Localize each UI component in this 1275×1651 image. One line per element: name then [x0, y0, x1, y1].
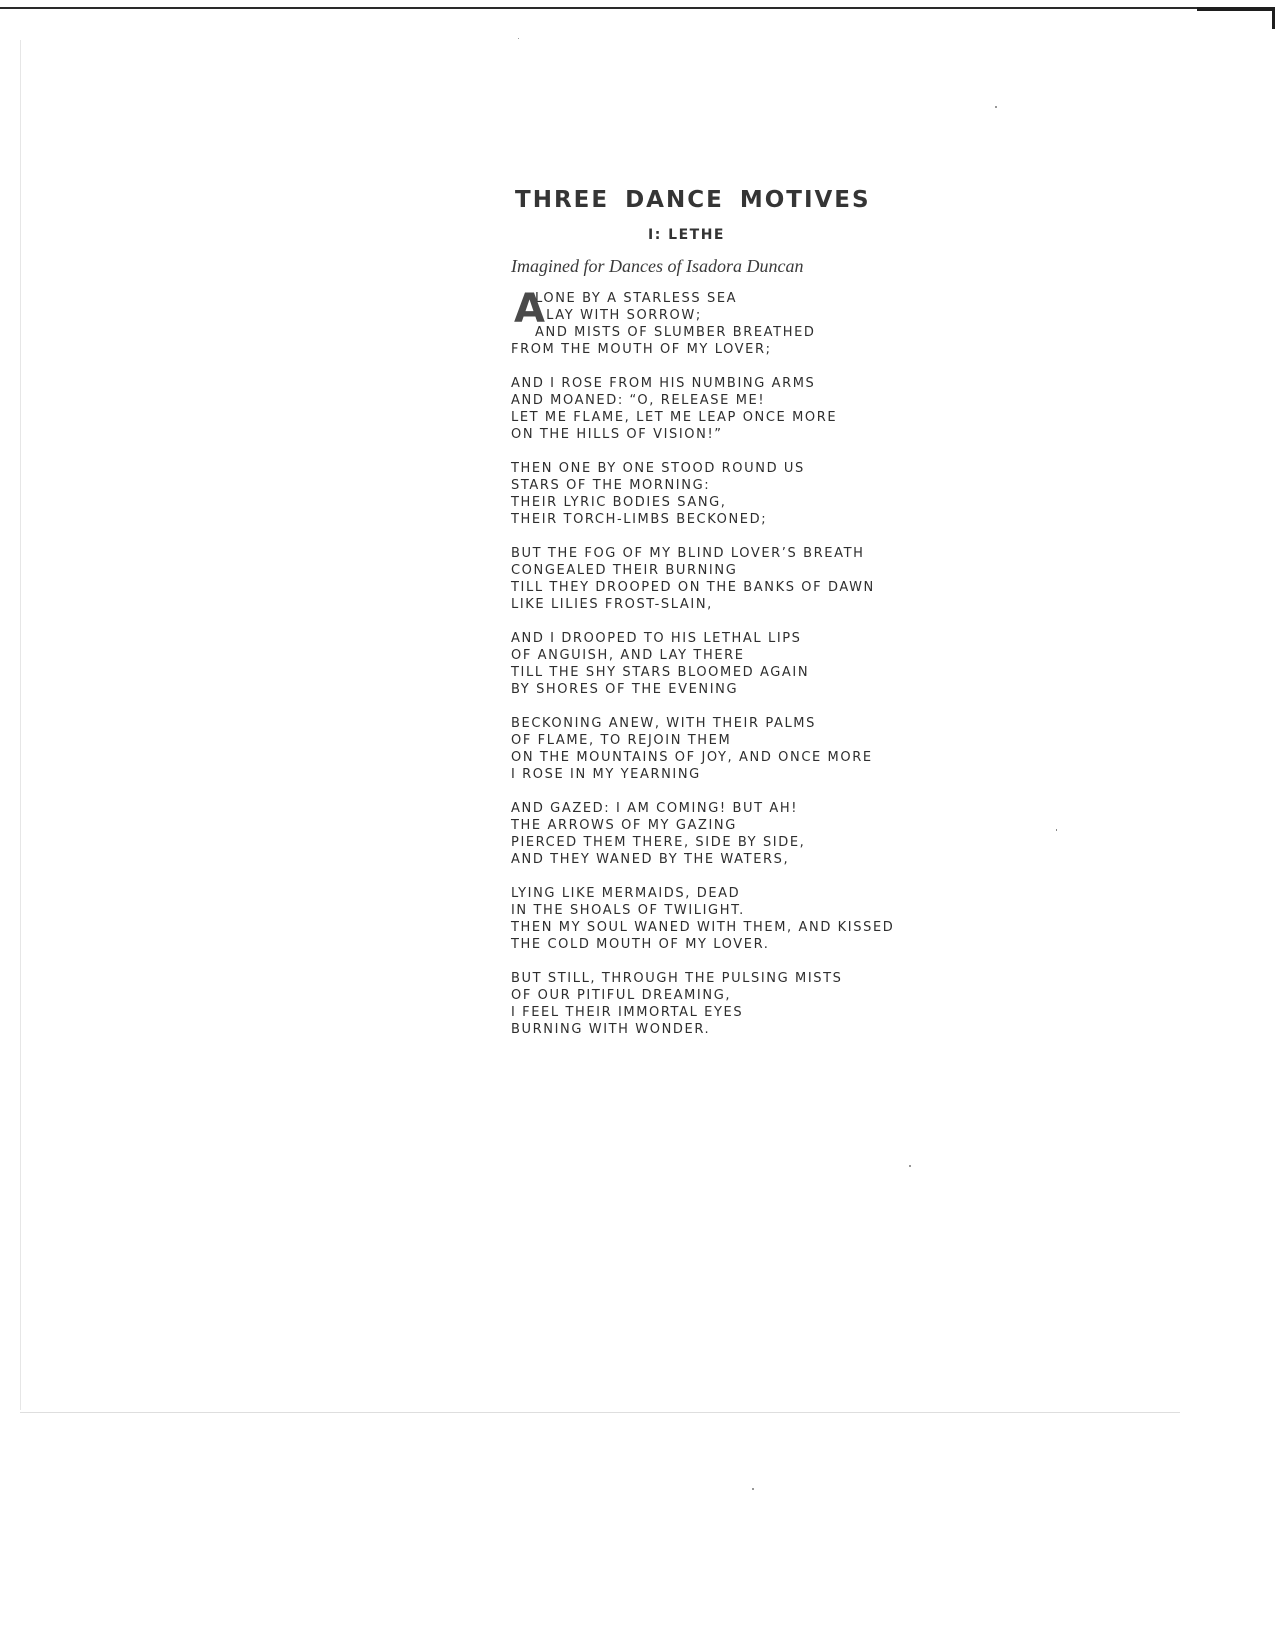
stanza	[511, 970, 1031, 1038]
page-edge-shadow	[20, 40, 21, 1410]
poem-line: THE COLD MOUTH OF MY LOVER.	[511, 937, 770, 952]
poem-line: AND I ROSE FROM HIS NUMBING ARMS	[511, 376, 816, 391]
paper-speck	[909, 1165, 911, 1167]
stanza	[511, 286, 1031, 358]
stanza	[511, 800, 1031, 868]
poem-page	[511, 185, 1031, 1055]
poem-line: FROM THE MOUTH OF MY LOVER;	[511, 342, 772, 357]
page-edge-shadow-bottom	[20, 1412, 1180, 1413]
scan-top-edge	[0, 7, 1275, 9]
poem-line: STARS OF THE MORNING:	[511, 478, 711, 493]
stanza	[511, 715, 1031, 783]
paper-speck	[995, 106, 997, 108]
poem-line: LIKE LILIES FROST-SLAIN,	[511, 597, 713, 612]
poem-line: AND MISTS OF SLUMBER BREATHED	[535, 325, 816, 340]
poem-line: IN THE SHOALS OF TWILIGHT.	[511, 903, 745, 918]
poem-line: PIERCED THEM THERE, SIDE BY SIDE,	[511, 835, 806, 850]
stanza	[511, 375, 1031, 443]
poem-line: I LAY WITH SORROW;	[535, 308, 702, 323]
poem-line: THEIR LYRIC BODIES SANG,	[511, 495, 727, 510]
poem-line: ON THE MOUNTAINS OF JOY, AND ONCE MORE	[511, 750, 873, 765]
poem-line: I ROSE IN MY YEARNING	[511, 767, 701, 782]
stanza	[511, 460, 1031, 528]
poem-line: OF ANGUISH, AND LAY THERE	[511, 648, 745, 663]
poem-line: LET ME FLAME, LET ME LEAP ONCE MORE	[511, 410, 838, 425]
paper-speck	[1056, 829, 1057, 831]
paper-speck	[752, 1488, 754, 1490]
poem-line: THE ARROWS OF MY GAZING	[511, 818, 737, 833]
poem-line: AND MOANED: “O, RELEASE ME!	[511, 393, 766, 408]
poem-line: OF FLAME, TO REJOIN THEM	[511, 733, 732, 748]
poem-line: CONGEALED THEIR BURNING	[511, 563, 738, 578]
poem-line: BECKONING ANEW, WITH THEIR PALMS	[511, 716, 816, 731]
poem-line: BUT STILL, THROUGH THE PULSING MISTS	[511, 971, 843, 986]
poem-dedication: Imagined for Dances of Isadora Duncan	[511, 256, 804, 276]
poem-line: LYING LIKE MERMAIDS, DEAD	[511, 886, 741, 901]
stanza	[511, 630, 1031, 698]
poem-line: BUT THE FOG OF MY BLIND LOVER’S BREATH	[511, 546, 865, 561]
scan-corner-mark	[1197, 7, 1275, 11]
poem-line: ON THE HILLS OF VISION!”	[511, 427, 723, 442]
poem-line: AND THEY WANED BY THE WATERS,	[511, 852, 790, 867]
poem-line: THEN MY SOUL WANED WITH THEM, AND KISSED	[511, 920, 895, 935]
stanza	[511, 885, 1031, 953]
poem-line: BY SHORES OF THE EVENING	[511, 682, 739, 697]
paper-speck	[518, 38, 519, 39]
poem-line: AND GAZED: I AM COMING! BUT AH!	[511, 801, 799, 816]
poem-line: THEN ONE BY ONE STOOD ROUND US	[511, 461, 805, 476]
poem-line: AND I DROOPED TO HIS LETHAL LIPS	[511, 631, 802, 646]
poem-line: BURNING WITH WONDER.	[511, 1022, 711, 1037]
drop-cap: A	[514, 286, 545, 332]
poem-line: TILL THE SHY STARS BLOOMED AGAIN	[511, 665, 810, 680]
poem-line: TILL THEY DROOPED ON THE BANKS OF DAWN	[511, 580, 875, 595]
stanza	[511, 545, 1031, 613]
poem-title: THREE DANCE MOTIVES	[515, 187, 871, 213]
poem-section-heading: I: LETHE	[648, 227, 725, 243]
poem-line: LONE BY A STARLESS SEA	[535, 291, 738, 306]
poem-line: I FEEL THEIR IMMORTAL EYES	[511, 1005, 744, 1020]
poem-line: OF OUR PITIFUL DREAMING,	[511, 988, 732, 1003]
poem-line: THEIR TORCH-LIMBS BECKONED;	[511, 512, 768, 527]
